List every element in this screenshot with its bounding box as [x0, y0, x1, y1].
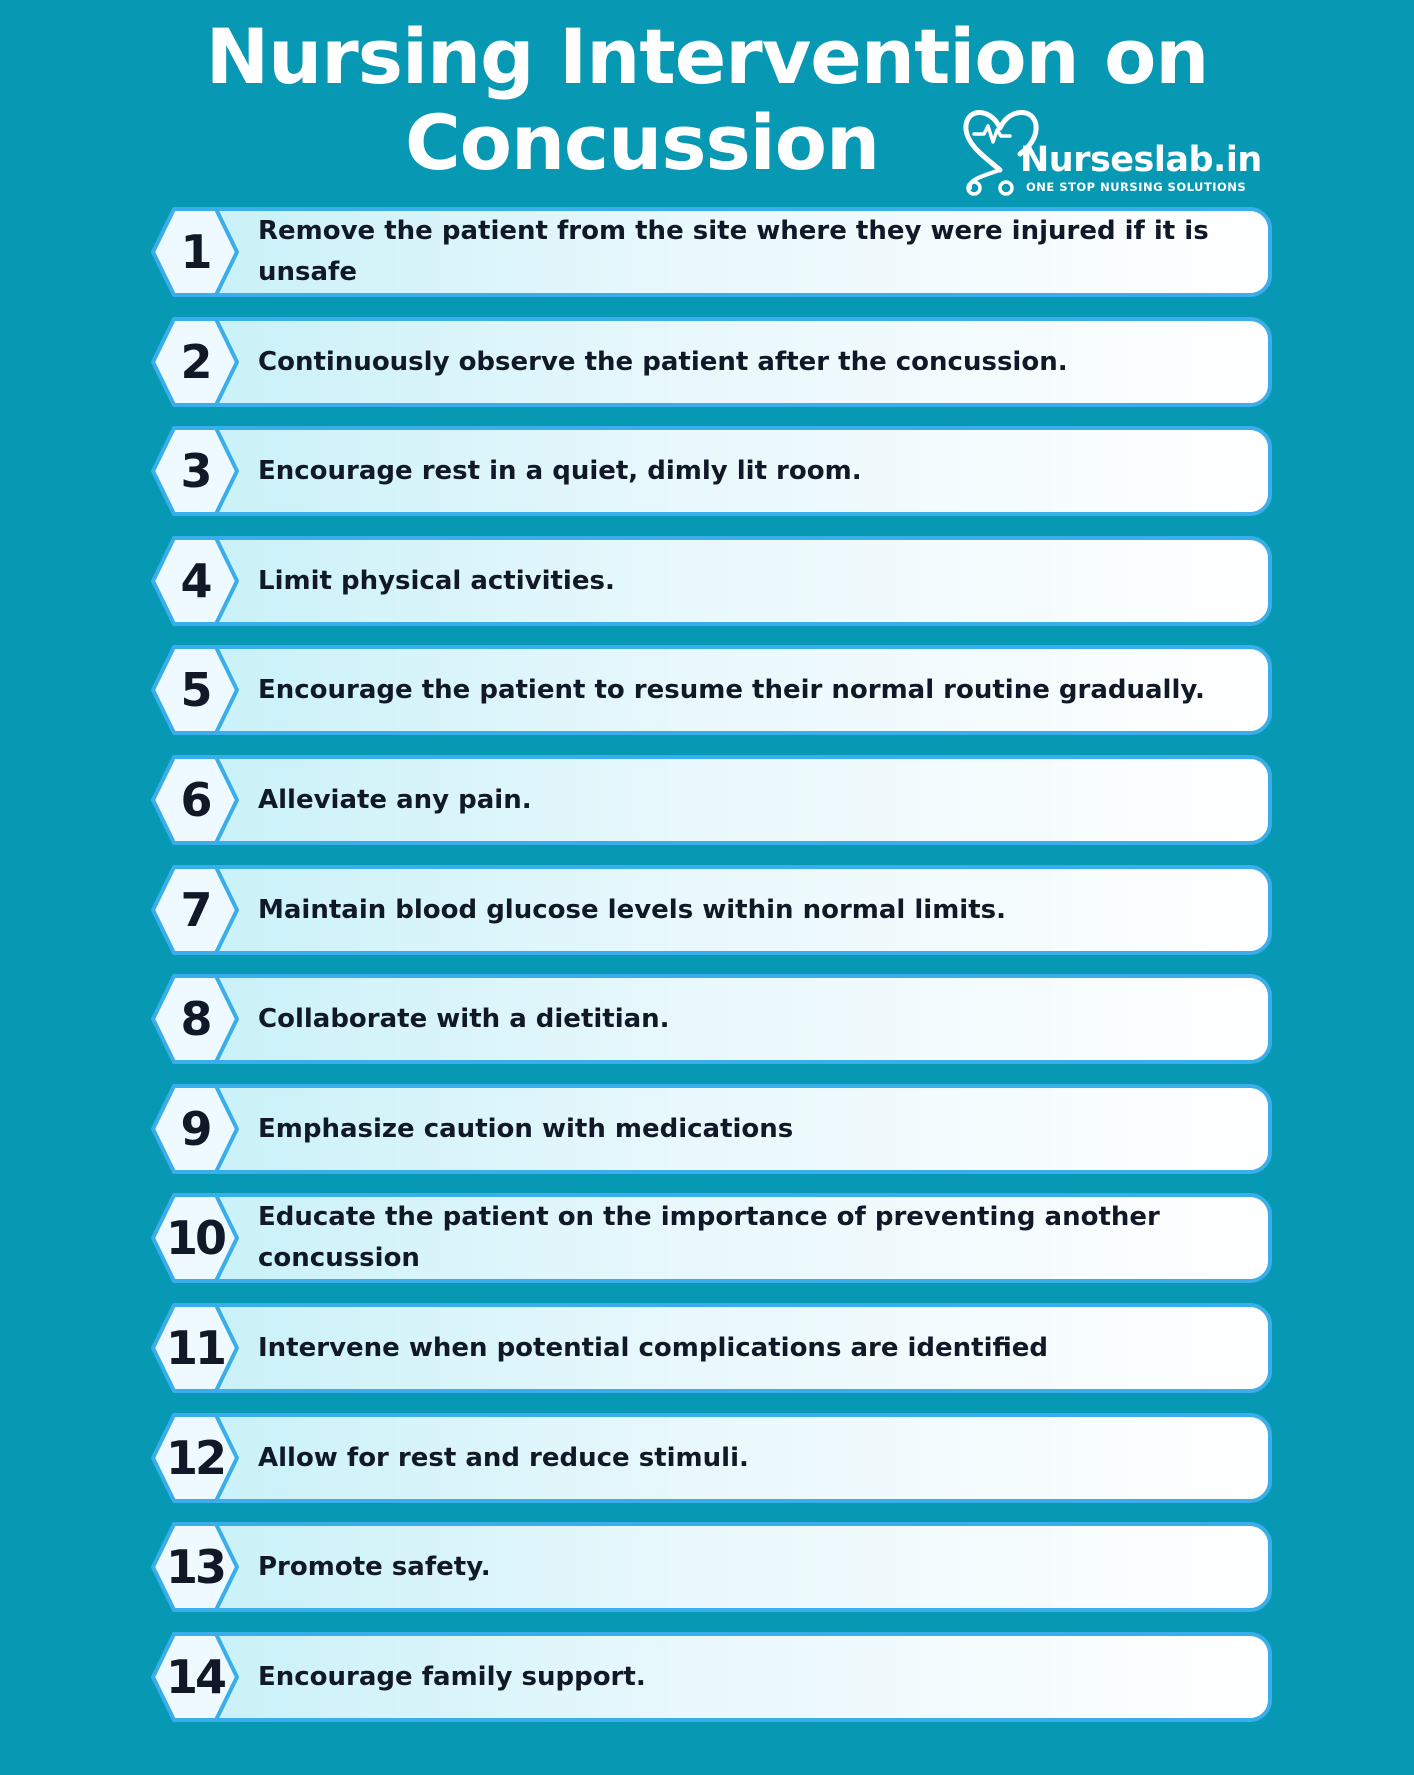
- intervention-item: [150, 863, 1272, 957]
- number-hexagon: [150, 1301, 240, 1395]
- intervention-number: 2: [180, 335, 210, 389]
- intervention-text: Collaborate with a dietitian.: [258, 1003, 670, 1034]
- intervention-text: Alleviate any pain.: [258, 784, 532, 815]
- intervention-item: [150, 1191, 1272, 1285]
- intervention-number: 12: [165, 1431, 224, 1485]
- intervention-item: [150, 1082, 1272, 1176]
- intervention-item: [150, 972, 1272, 1066]
- intervention-text: Promote safety.: [258, 1551, 491, 1582]
- number-hexagon: [150, 643, 240, 737]
- intervention-number: 13: [165, 1540, 224, 1594]
- intervention-number: 14: [165, 1650, 224, 1704]
- intervention-number: 7: [180, 883, 210, 937]
- intervention-number: 1: [180, 225, 210, 279]
- intervention-item: [150, 1630, 1272, 1724]
- logo-tagline: ONE STOP NURSING SOLUTIONS: [1026, 180, 1247, 194]
- intervention-text: Allow for rest and reduce stimuli.: [258, 1442, 749, 1473]
- logo-brand: Nurseslab.in: [1020, 140, 1262, 180]
- intervention-number: 5: [180, 663, 210, 717]
- number-hexagon: [150, 534, 240, 628]
- intervention-text: Limit physical activities.: [258, 565, 615, 596]
- number-hexagon: [150, 424, 240, 518]
- number-hexagon: [150, 205, 240, 299]
- intervention-text: Continuously observe the patient after the concussion.: [258, 346, 1068, 377]
- intervention-text: Encourage family support.: [258, 1661, 646, 1692]
- intervention-number: 6: [180, 773, 210, 827]
- intervention-item: [150, 424, 1272, 518]
- intervention-text: Encourage rest in a quiet, dimly lit room.: [258, 455, 862, 486]
- number-hexagon: [150, 1411, 240, 1505]
- intervention-item: [150, 1411, 1272, 1505]
- intervention-item: [150, 1301, 1272, 1395]
- title-line-1: Nursing Intervention on: [205, 12, 1209, 101]
- intervention-number: 3: [180, 444, 210, 498]
- number-hexagon: [150, 863, 240, 957]
- intervention-text: Educate the patient on the importance of preventing another concussion: [258, 1202, 1160, 1273]
- intervention-text: Encourage the patient to resume their normal routine gradually.: [258, 674, 1205, 705]
- number-hexagon: [150, 1082, 240, 1176]
- intervention-text: Remove the patient from the site where they were injured if it is unsafe: [258, 216, 1209, 287]
- intervention-number: 8: [180, 992, 210, 1046]
- intervention-item: [150, 643, 1272, 737]
- number-hexagon: [150, 972, 240, 1066]
- intervention-number: 11: [165, 1321, 224, 1375]
- intervention-item: [150, 315, 1272, 409]
- number-hexagon: [150, 753, 240, 847]
- number-hexagon: [150, 315, 240, 409]
- intervention-text: Intervene when potential complications are identified: [258, 1332, 1049, 1363]
- intervention-number: 10: [165, 1211, 224, 1265]
- number-hexagon: [150, 1520, 240, 1614]
- intervention-item: [150, 753, 1272, 847]
- intervention-item: [150, 1520, 1272, 1614]
- intervention-text: Maintain blood glucose levels within normal limits.: [258, 894, 1006, 925]
- intervention-number: 4: [180, 554, 210, 608]
- intervention-number: 9: [180, 1102, 210, 1156]
- intervention-item: [150, 205, 1272, 299]
- title-line-2: Concussion: [404, 98, 880, 187]
- number-hexagon: [150, 1191, 240, 1285]
- intervention-text: Emphasize caution with medications: [258, 1113, 794, 1144]
- number-hexagon: [150, 1630, 240, 1724]
- intervention-item: [150, 534, 1272, 628]
